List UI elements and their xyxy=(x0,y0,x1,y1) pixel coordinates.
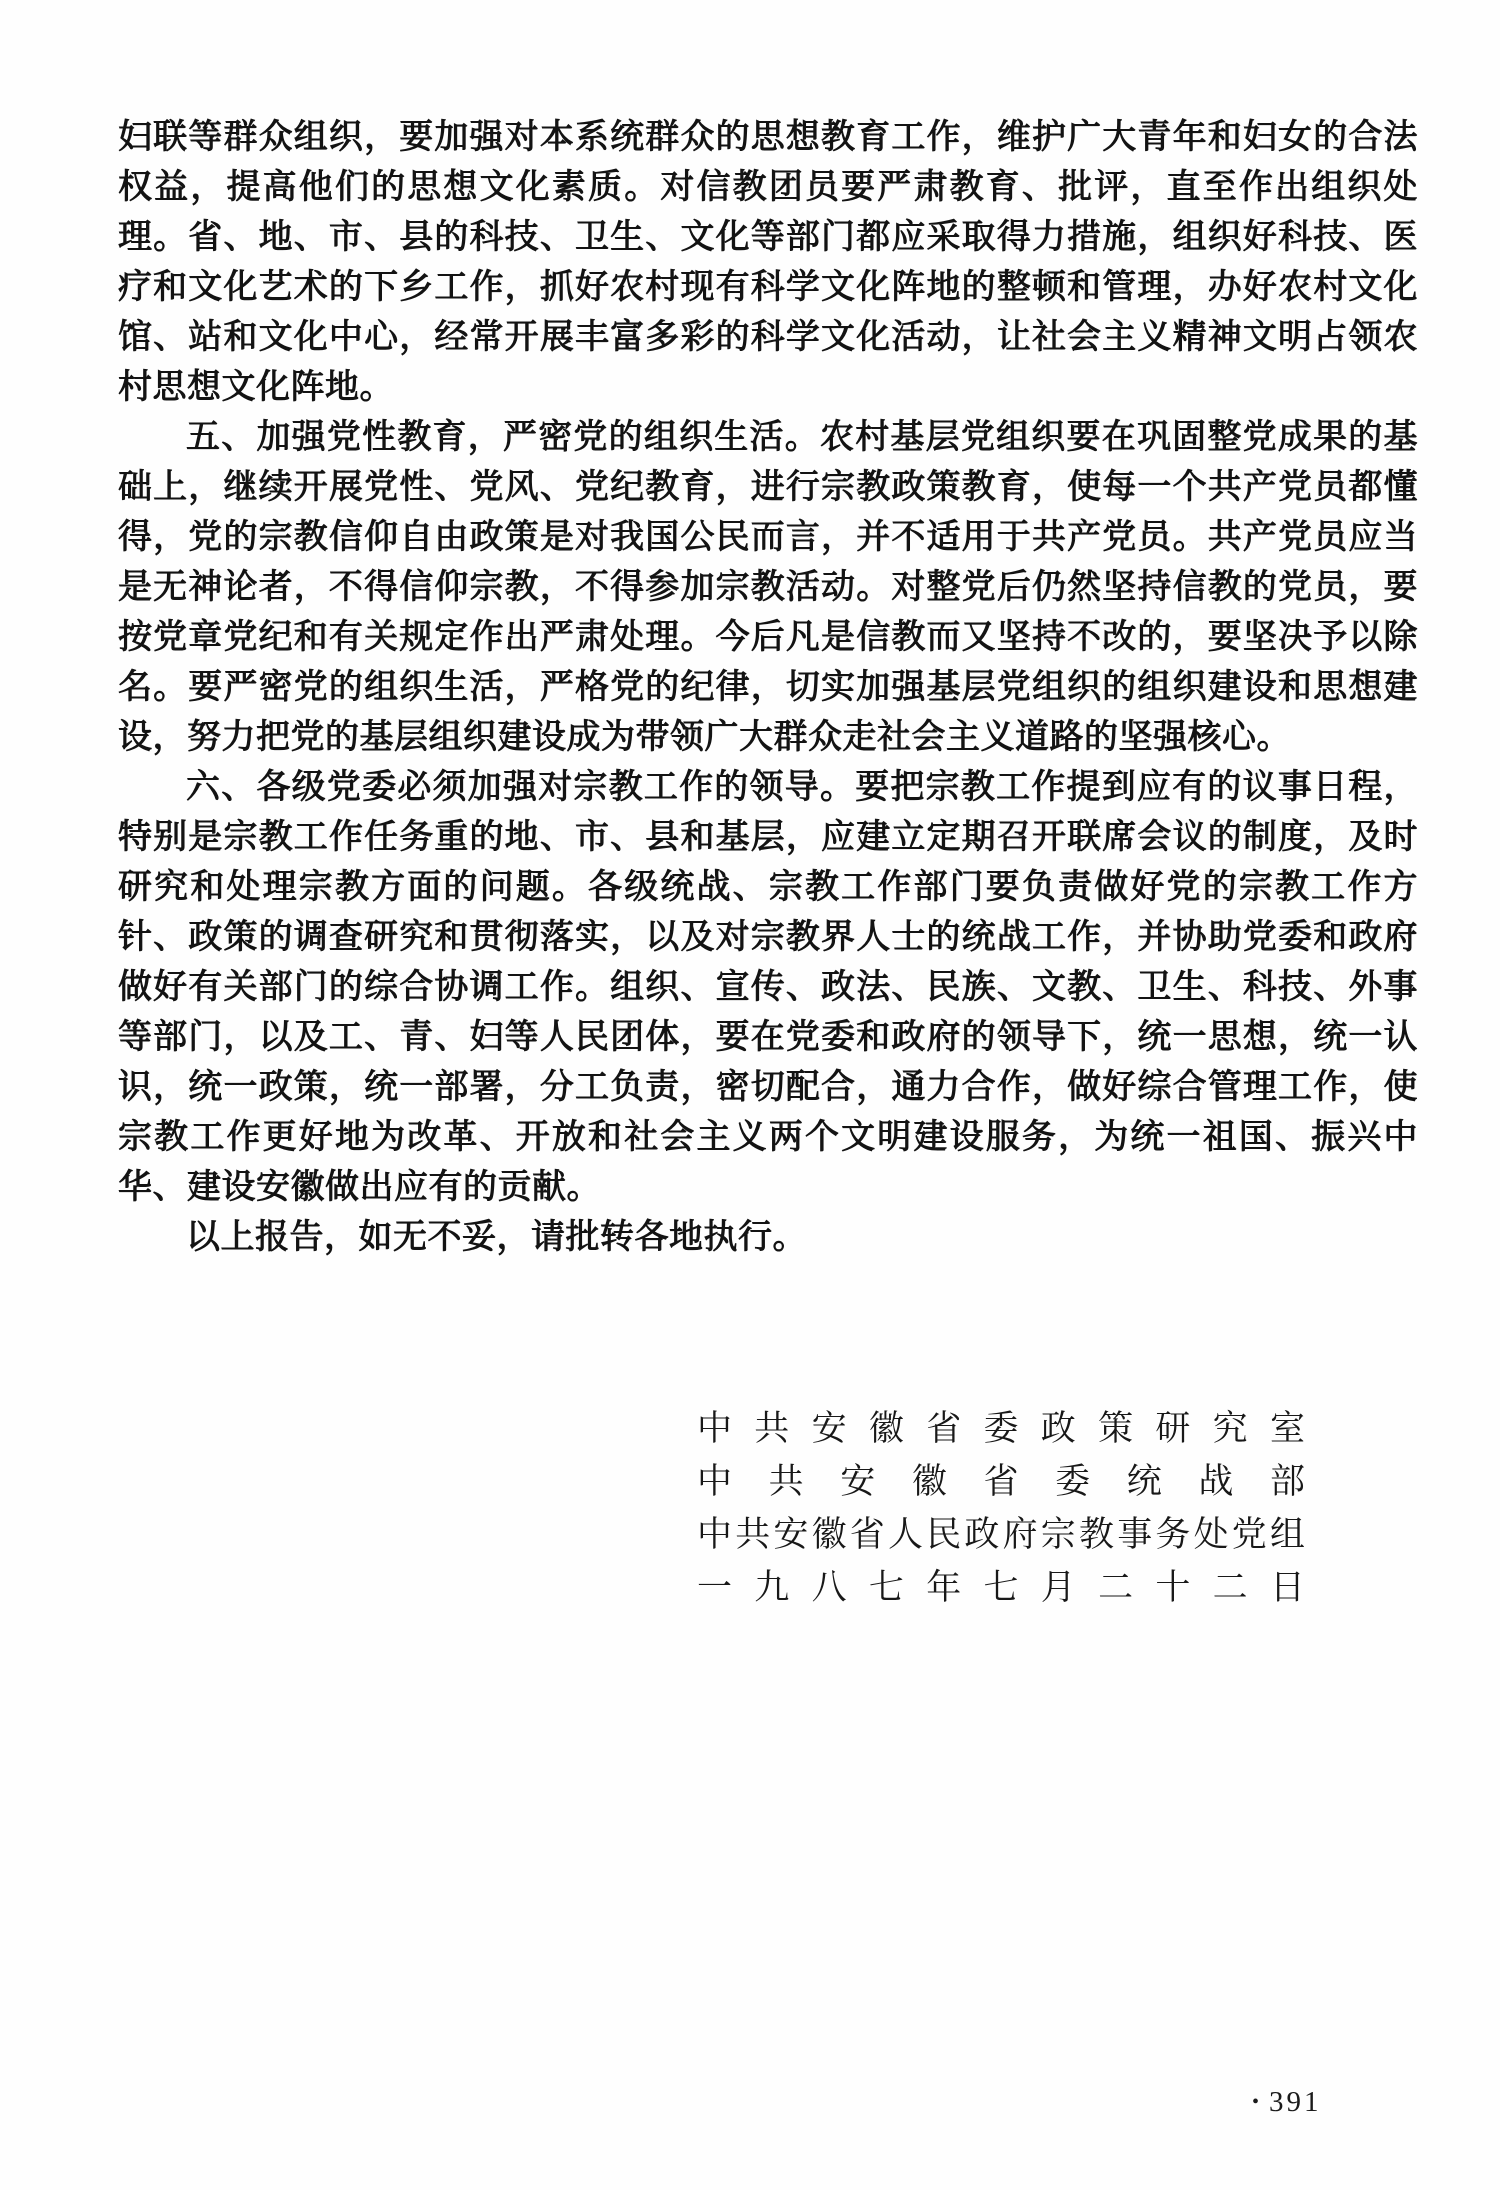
signature-org-policy-research-office: 中共安徽省委政策研究室 xyxy=(697,1409,1305,1448)
page-number xyxy=(1252,2086,1322,2119)
paragraph-item-five: 五、加强党性教育，严密党的组织生活。农村基层党组织要在巩固整党成果的基础上，继续开展党性、党风、党纪教育，进行宗教政策教育，使每一个共产党员都懂得，党的宗教信仰自由政策是对我国公民而言，并不适用于共产党员。共产党员应当是无神论者，不得信仰宗教，不得参加宗教活动。对整党后仍然坚持信教的党员，要按党章党纪和有关规定作出严肃处理。今后凡是信教而又坚持不改的，要坚决予以除名。要严密党的组织生活，严格党的纪律，切实加强基层党组织的组织建设和思想建设，努力把党的基层组织建设成为带领广大群众走社会主义道路的坚强核心。 xyxy=(118,418,1418,756)
signature-org-united-front-dept: 中共安徽省委统战部 xyxy=(697,1462,1305,1501)
paragraph-closing-remark: 以上报告，如无不妥，请批转各地执行。 xyxy=(186,1218,807,1256)
signature-block xyxy=(697,1402,1305,1614)
page-number-bullet: • xyxy=(1252,2091,1260,2113)
signature-org-religious-affairs-group: 中共安徽省人民政府宗教事务处党组 xyxy=(697,1515,1305,1554)
paragraph-item-six: 六、各级党委必须加强对宗教工作的领导。要把宗教工作提到应有的议事日程，特别是宗教工作任务重的地、市、县和基层，应建立定期召开联席会议的制度，及时研究和处理宗教方面的问题。各级统战、宗教工作部门要负责做好党的宗教工作方针、政策的调查研究和贯彻落实，以及对宗教界人士的统战工作，并协助党委和政府做好有关部门的综合协调工作。组织、宣传、政法、民族、文教、卫生、科技、外事等部门，以及工、青、妇等人民团体，要在党委和政府的领导下，统一思想，统一认识，统一政策，统一部署，分工负责，密切配合，通力合作，做好综合管理工作，使宗教工作更好地为改革、开放和社会主义两个文明建设服务，为统一祖国、振兴中华、建设安徽做出应有的贡献。 xyxy=(118,768,1418,1206)
paragraph-continuation: 妇联等群众组织，要加强对本系统群众的思想教育工作，维护广大青年和妇女的合法权益，提高他们的思想文化素质。对信教团员要严肃教育、批评，直至作出组织处理。省、地、市、县的科技、卫生、文化等部门都应采取得力措施，组织好科技、医疗和文化艺术的下乡工作，抓好农村现有科学文化阵地的整顿和管理，办好农村文化馆、站和文化中心，经常开展丰富多彩的科学文化活动，让社会主义精神文明占领农村思想文化阵地。 xyxy=(118,118,1418,406)
page-number-value: 391 xyxy=(1269,2086,1322,2118)
signature-date: 一九八七年七月二十二日 xyxy=(697,1568,1305,1607)
document-body xyxy=(118,112,1418,1262)
